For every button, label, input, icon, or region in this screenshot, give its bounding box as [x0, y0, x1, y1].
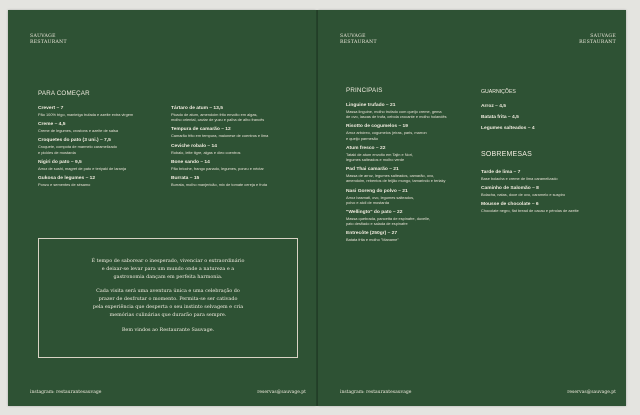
- menu-item-description: Burrata, molho manjericão, mix de tomate cereja e fruta: [171, 182, 268, 188]
- reservation-email: reservas@sauvage.pt: [567, 390, 616, 395]
- menu-item: [481, 115, 535, 121]
- brand-subtitle: RESTAURANT: [30, 40, 67, 45]
- menu-item-description: e pickles de mostarda: [38, 149, 76, 155]
- welcome-text-line: prazer de desfrutar o momento. Permita-se ser cativado: [98, 296, 238, 303]
- menu-item-description: Creme de legumes, crostons e azeite de salsa: [38, 128, 119, 134]
- menu-item-name: Atum fresco – 22: [346, 145, 386, 151]
- menu-item-description: Massa de arroz, legumes salteados, camarão, ovo,: [346, 173, 435, 179]
- brand-logo-right-page-left: [340, 34, 377, 46]
- menu-item-name: Croquetes do pato (3 uni.) – 7,5: [38, 138, 111, 144]
- menu-item: [481, 202, 579, 213]
- menu-item-description: pato desfiado e salada de espinafre: [346, 221, 408, 227]
- menu-item-description: Picado de atum, amendoim frito envolto em algas,: [171, 112, 258, 117]
- menu-item: [38, 138, 133, 154]
- menu-item-description: Robalo, leite tigre, algas e óleo coentros: [171, 149, 241, 155]
- menu-item-name: Caminho de Salomão – 8: [481, 186, 539, 192]
- welcome-message-box: [38, 238, 298, 358]
- menu-item: [481, 186, 579, 197]
- menu-item: [346, 124, 447, 140]
- menu-item: [38, 106, 133, 117]
- welcome-text-line: Cada visita será uma aventura única e uma celebração do: [96, 288, 240, 295]
- menu-item-description: Chocolate negro, flat bread de cacau e pérolas de azeite: [481, 208, 579, 214]
- menu-item-name: Linguine trufado – 21: [346, 103, 396, 108]
- menu-item: [171, 160, 268, 171]
- menu-item: [346, 146, 447, 162]
- menu-item: [346, 210, 447, 226]
- menu-item: [171, 176, 268, 187]
- menu-item-description: Ponzu e sementes de sésamo: [38, 182, 91, 188]
- welcome-closing: Bem vindos ao Restaurante Sauvage.: [121, 326, 215, 333]
- menu-item-name: Tempura de camarão – 12: [171, 127, 231, 133]
- brand-logo-right-page-right: [579, 34, 616, 46]
- menu-item-name: Tarde de lima – 7: [481, 170, 521, 175]
- menu-item-name: Legumes salteados – 4: [481, 126, 535, 131]
- menu-item-name: Tártaro de atum – 13,5: [171, 106, 223, 111]
- menu-item-description: polvo e alcil de mostarda: [346, 199, 390, 205]
- menu-item: [171, 106, 268, 122]
- menu-item-name: Gukosa de legumes – 12: [38, 176, 96, 182]
- welcome-text-line: pela experiência que desperta o seu instinto selvagem e cria: [92, 303, 244, 310]
- menu-item-description: amendoim, rebentos de feijão mungo, tamarindo e teriaky: [346, 178, 446, 184]
- menu-item: [346, 167, 447, 183]
- menu-item: [481, 170, 579, 181]
- menu-item: [38, 176, 133, 187]
- menu-item: [481, 126, 535, 132]
- menu-item: [171, 144, 268, 155]
- menu-item-description: Batata frita e molho "Maname": [346, 237, 399, 243]
- menu-item: [346, 231, 447, 242]
- menu-item: [38, 160, 133, 171]
- menu-item-description: legumes salteados e molho verde: [346, 157, 405, 163]
- menu-item-name: Burrata – 15: [171, 176, 200, 182]
- menu-item-name: Nasi Goreng do polvo – 21: [346, 188, 408, 194]
- brand-subtitle: RESTAURANT: [340, 40, 377, 45]
- instagram-handle: instagram: restaurantesauvage: [30, 390, 102, 395]
- menu-item-name: Batata frita – 4,5: [481, 115, 519, 120]
- menu-item-description: Pão brioche, frango panado, legumes, ponzu e néctar: [171, 165, 264, 171]
- sides-column: [481, 104, 535, 137]
- menu-item-description: molho oriental, caviar de yuzu e palha de alho francês: [171, 117, 265, 123]
- menu-item-description: Arroz basmati, ovo, legumes salteados,: [346, 194, 415, 200]
- brand-name: SAUVAGE: [340, 34, 366, 39]
- menu-item: [481, 104, 535, 110]
- menu-item: [38, 122, 133, 133]
- welcome-text-line: gastronomia dançam em perfeita harmonia.: [113, 273, 223, 280]
- starters-column-1: [38, 106, 133, 192]
- menu-item-description: Massa linguine, molho trufado com queijo creme, gema: [346, 109, 442, 114]
- menu-item-name: "Wellingto" do pato – 22: [346, 210, 403, 216]
- menu-item-name: Ceviche robalo – 14: [171, 143, 217, 149]
- menu-item-description: e queijo parmesão: [346, 135, 379, 141]
- menu-page-left: [8, 10, 316, 406]
- menu-item-description: Base bolacha e creme de lima caramelizado: [481, 176, 558, 181]
- menu-item-description: Massa quebrada, pancetta de espinafre, duxelle,: [346, 216, 431, 222]
- welcome-paragraph-2: [39, 288, 297, 319]
- menu-item-name: Pad Thai camarão – 21: [346, 167, 399, 173]
- menu-item-name: Bone sando – 14: [171, 159, 210, 165]
- menu-item-name: Creme – 4,5: [38, 122, 66, 128]
- menu-item: [346, 103, 447, 119]
- section-title-mains: PRINCIPAIS: [346, 87, 383, 94]
- instagram-handle: instagram: restaurantesauvage: [340, 390, 412, 395]
- section-title-starters: PARA COMEÇAR: [38, 90, 90, 97]
- welcome-text-line: memórias culinárias que durarão para sempre.: [109, 311, 227, 318]
- menu-page-right: [318, 10, 626, 406]
- welcome-text-line: e deixar-se levar para um mundo onde a natureza e a: [101, 265, 235, 272]
- reservation-email: reservas@sauvage.pt: [257, 390, 306, 395]
- menu-item-description: Bolacha, natas, doce de ovo, caramelo e suspiro: [481, 192, 566, 198]
- menu-item-name: Nigiri do pato – 9,5: [38, 159, 82, 165]
- menu-item-description: de ovo, lascas de trufa, cebola crocante e molho holandês: [346, 114, 447, 120]
- mains-column: [346, 103, 447, 248]
- menu-item-name: Entrecôte (250gr) – 27: [346, 231, 398, 237]
- menu-item-name: Risotto de cogumelos – 19: [346, 124, 408, 130]
- brand-logo-left: [30, 34, 67, 46]
- section-title-desserts: SOBREMESAS: [481, 151, 533, 158]
- menu-item-description: Croquete, compota de marmelo caramelizado: [38, 144, 117, 150]
- menu-item-description: Camarão frito em tempura, maionese de coentros e lima: [171, 133, 269, 139]
- brand-subtitle: RESTAURANT: [579, 40, 616, 45]
- menu-item: [346, 189, 447, 205]
- menu-item-description: Pão 100% trigo, manteiga trufada e azeite extra virgem: [38, 112, 134, 117]
- brand-name: SAUVAGE: [590, 34, 616, 39]
- menu-item-description: Tataki de atum envolto em Tajin e Nori,: [346, 151, 413, 157]
- menu-item-name: Crevert – 7: [38, 106, 64, 111]
- menu-item-name: Mousse de chocolate – 6: [481, 202, 539, 208]
- section-title-sides: GUARNIÇÕES: [481, 89, 516, 95]
- menu-item-name: Arroz – 4,5: [481, 104, 507, 109]
- menu-item-description: Arroz de sushi, magret de pato e teriyaki de laranja: [38, 165, 127, 171]
- menu-item: [171, 127, 268, 138]
- desserts-column: [481, 170, 579, 219]
- starters-column-2: [171, 106, 268, 192]
- welcome-paragraph-1: [39, 258, 297, 281]
- welcome-text-line: É tempo de saborear o inesperado, vivenciar o extraordinário: [91, 258, 245, 264]
- menu-item-description: Arroz arbóreo, cogumelos (eiras, paris, marron: [346, 130, 427, 136]
- brand-name: SAUVAGE: [30, 34, 56, 39]
